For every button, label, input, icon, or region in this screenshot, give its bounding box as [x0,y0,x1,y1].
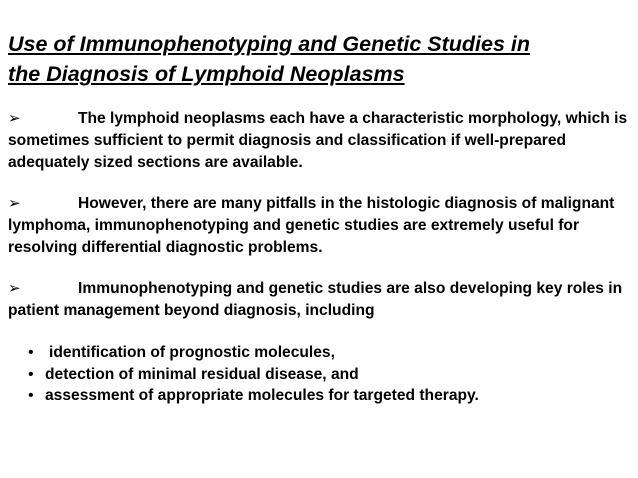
paragraph-1 [8,108,633,174]
bullet-dot-icon: • [28,387,34,404]
bullet-dot-icon: • [28,365,34,383]
list-item [28,342,479,364]
paragraph-2-text: However, there are many pitfalls in the histologic diagnosis of malignant lymphoma, immunophenotyping and genetic studies are extremely useful for resolving differential diagnostic problems. [8,195,615,256]
paragraph-2 [8,193,633,259]
paragraph-1-text: The lymphoid neoplasms each have a characteristic morphology, which is sometimes sufficient to permit diagnosis and classification if well-prepared adequately sized sections are available. [8,110,628,171]
arrow-bullet-icon: ➢ [8,110,21,127]
list-item [28,385,479,407]
arrow-bullet-icon: ➢ [8,195,21,212]
list-item [28,364,479,386]
paragraph-3-text: Immunophenotyping and genetic studies are also developing key roles in patient management beyond diagnosis, including [8,280,623,319]
list-item-text: identification of prognostic molecules, [49,344,335,361]
bullet-list [28,342,479,407]
paragraph-3 [8,278,633,322]
slide-title: Use of Immunophenotyping and Genetic Studies in the Diagnosis of Lymphoid Neoplasms [8,32,531,86]
list-item-text: assessment of appropriate molecules for targeted therapy. [45,387,479,404]
list-item-text: detection of minimal residual disease, and [45,365,359,383]
arrow-bullet-icon: ➢ [8,280,21,297]
bullet-dot-icon: • [28,344,34,361]
